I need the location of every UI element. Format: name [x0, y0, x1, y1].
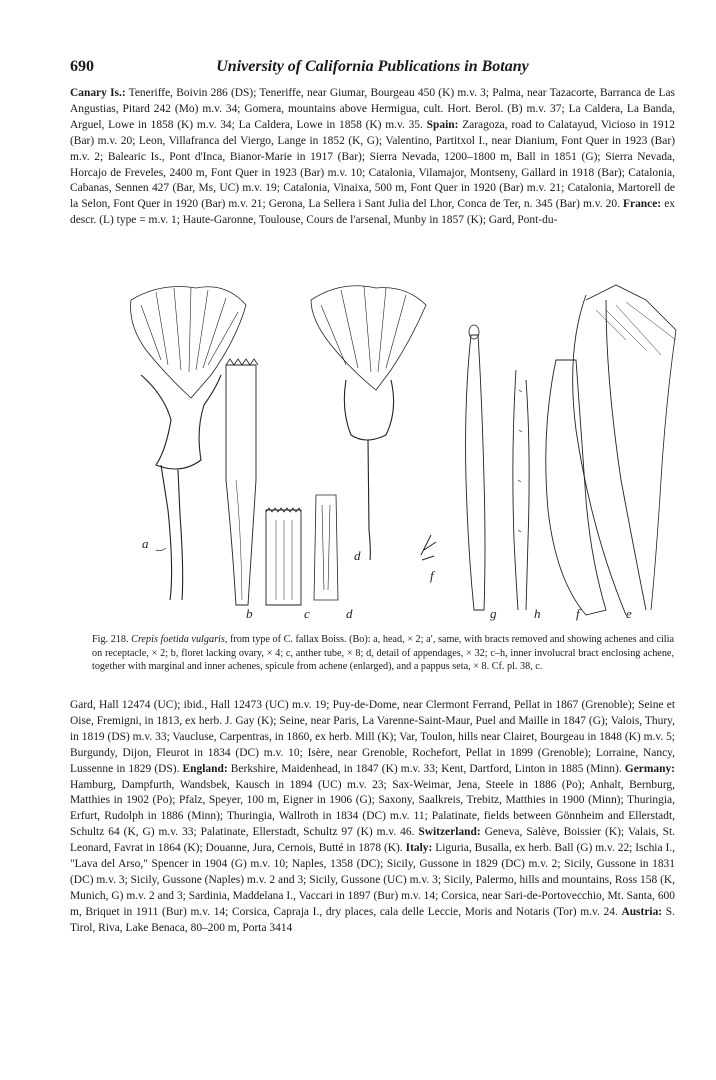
region-canary-islands: Canary Is.:	[70, 87, 126, 99]
floret-drawing-b	[226, 359, 258, 605]
head-drawing-a	[131, 287, 246, 601]
page-number: 690	[70, 58, 94, 75]
paragraph-text: Berkshire, Maidenhead, in 1847 (K) m.v. 33; Kent, Dartford, Linton in 1885 (Minn).	[227, 762, 625, 775]
specimen-paragraph-2	[70, 698, 675, 937]
specimen-paragraph-1	[70, 86, 675, 229]
achene-drawing-g	[466, 325, 485, 610]
label-f-prime: f	[430, 568, 434, 583]
involucral-bract-drawing-e	[546, 285, 676, 615]
region-germany: Germany:	[624, 762, 675, 775]
region-france: France:	[623, 198, 662, 211]
label-b: b	[246, 606, 253, 621]
paragraph-text: Hamburg, Dampfurth, Wandsbek, Kausch in 1894 (UC) m.v. 23; Sax-Weimar, Jena, Steele in 1886 (Po); Anhalt, Bernburg, Matthies in 1902 (Po); Pfalz, Speyer, 100 m, Eigner in 1906 (G); Saxony, Saalkreis, Trebitz, Matthies in 1900 (Minn); Thuringia, Erfurt, Rudolph in 1886 (Minn); Thuringia, Wallroth in 1834 (DC) m.v. 11; Palatinate, fields between Gönnheim and Ellerstadt, Schultz 64 (K, G) m.v. 33; Palatinate, Ellerstadt, Schultz 97 (K) m.v. 46.	[70, 778, 675, 839]
anther-tube-drawing-c	[266, 508, 301, 605]
paragraph-text: S. Tirol, Riva, Lake Benaca, 80–200 m, Porta 3414	[70, 905, 675, 934]
label-d: d	[346, 606, 353, 621]
label-e: e	[626, 606, 632, 621]
page-header	[70, 58, 675, 80]
paragraph-text: Teneriffe, Boivin 286 (DS); Teneriffe, near Giumar, Bourgeau 450 (K) m.v. 3; Palma, near Tazacorte, Barranca de Las Angustias, Pitard 242 (Mo) m.v. 34; Gomera, mountains above Hermigua, cult. Hort. Berol. (B) m.v. 37; La Caldera, La Banda, Arguel, Lowe in 1858 (K) m.v. 34; La Caldera, Lowe in 1858 (K) m.v. 35.	[70, 87, 675, 131]
head-drawing-a-prime	[311, 286, 426, 560]
label-g: g	[490, 606, 497, 621]
region-spain: Spain:	[426, 118, 459, 131]
paragraph-text: ex descr. (L) type = m.v. 1; Haute-Garonne, Toulouse, Cours de l'arsenal, Munby in 1857 (K); Gard, Pont-du-	[70, 198, 675, 227]
paragraph-text: Gard, Hall 12474 (UC); ibid., Hall 12473 (UC) m.v. 19; Puy-de-Dome, near Clermont Ferrand, Pellat in 1867 (Grenoble); Seine et Oise, Fremigni, in 1813, ex herb. J. Gay (K); Seine, near Paris, La Varenne-Saint-Maur, Puel and Maille in 1847 (G); Valois, Thury, in 1819 (DS) m.v. 33; Vaucluse, Carpentras, in 1860, ex herb. Mill (K); Var, Toulon, hills near Clairet, Bourgeau in 1848 (K) m.v. 5; Burgundy, Dijon, Fleurot in 1834 (DC) m.v. 10; Isère, near Grenoble, Rochefort, Pellat in 1899 (Grenoble); Lorraine, Nancy, Lussenne in 1829 (DS).	[70, 699, 675, 775]
paragraph-text: Liguria, Busalla, ex herb. Ball (G) m.v. 22; Ischia I., "Lava del Arso," Spencer in 1904 (G) m.v. 10; Naples, 1358 (DC); Sicily, Gussone in 1829 (DC) m.v. 2; Sicily, Gussone in 1831 (DC) m.v. 3; Sicily, Gussone (Naples) m.v. 2 and 3; Sicily, Gussone (UC) m.v. 3; Sicily, Palermo, hills and mountains, Ross 158 (K, Munich, G) m.v. 2 and 3; Sardinia, Maddelana I., Vaccari in 1897 (Bur) m.v. 14; Corsica, near Sari-de-Portovecchio, Mt. Santa, 600 m, Briquet in 1911 (Bur) m.v. 14; Corsica, Capraja I., dry places, cala delle Leccie, Moris and Notaris (Tor) m.v. 24.	[70, 842, 675, 918]
achene-drawing-h	[513, 370, 529, 610]
region-england: England:	[182, 762, 228, 775]
label-c: c	[304, 606, 310, 621]
paragraph-text: Zaragoza, road to Calatayud, Vicioso in 1912 (Bar) m.v. 20; Leon, Villafranca del Viergo, Lange in 1852 (K, G); Valentino, Partitxol I., near Dianium, Font Quer in 1923 (Bar) m.v. 2; Balearic Is., Pont d'Inca, Bianor-Marie in 1917 (Bar); Sierra Nevada, 1200–1800 m, Ball in 1851 (G); Sierra Nevada, Horcajo de Freveles, 2400 m, Font Quer in 1923 (Bar) m.v. 10; Catalonia, Vilamajor, Montseny, Gallard in 1918 (Bar); Catalonia, Cabanas, Sennen 427 (Bar, Ms, UC) m.v. 19; Catalonia, Vinaixa, 500 m, Font Quer in 1920 (Bar) m.v. 21; Catalonia, Martorell de la Selon, Font Quer in 1920 (Bar) m.v. 21; Gerona, La Sellera i Sant Julia del Lhor, Conca de Ter, n. 345 (Bar) m.v. 20.	[70, 118, 675, 211]
label-f: f	[576, 606, 580, 621]
region-austria: Austria:	[621, 905, 663, 918]
taxon-name: Crepis foetida vulgaris,	[131, 634, 228, 645]
botanical-illustration	[86, 280, 706, 625]
label-h: h	[534, 606, 541, 621]
paragraph-text: Geneva, Salève, Boissier (K); Valais, St. Leonard, Favrat in 1864 (K); Douanne, Jura, Cernois, Butté in 1878 (K).	[70, 826, 675, 855]
label-d-prime: d	[354, 548, 361, 563]
spicule-drawing-f	[421, 535, 436, 560]
running-title: University of California Publications in Botany	[216, 58, 529, 75]
illustration-svg	[86, 280, 706, 625]
caption-text: from type of C. fallax Boiss. (Bo): a, head, × 2; a′, same, with bracts removed and showing achenes and cilia on receptacle, × 2; b, floret lacking ovary, × 4; c, anther tube, × 8; d, detail of appendages, × 32; c–h, inner involucral bract enclosing achene, together with marginal and inner achenes, spicule from achene (enlarged), and a pappus seta, × 8. Cf. pl. 38, c.	[92, 634, 674, 673]
figure-number: Fig. 218.	[92, 634, 129, 645]
region-italy: Italy:	[405, 842, 433, 855]
label-a: a	[142, 536, 149, 551]
appendage-drawing-d	[314, 495, 338, 600]
figure-caption	[92, 633, 674, 674]
region-switzerland: Switzerland:	[418, 826, 481, 839]
